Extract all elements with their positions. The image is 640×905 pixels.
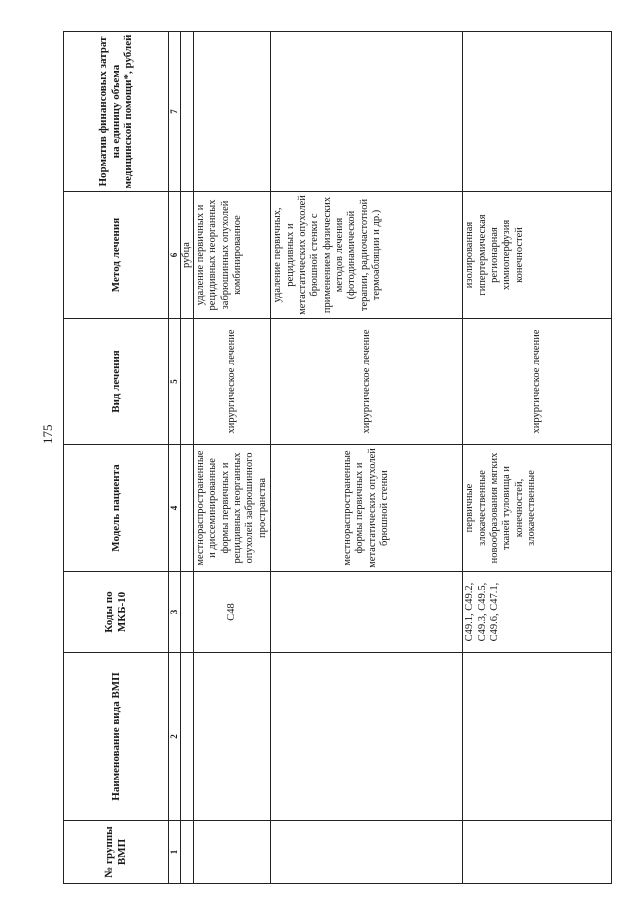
empty-cell xyxy=(180,319,193,445)
header-icd-codes: Коды по МКБ-10 xyxy=(64,572,169,653)
group-number-cell xyxy=(271,821,463,884)
empty-cell xyxy=(180,572,193,653)
vmp-name-cell xyxy=(463,653,612,821)
vmp-name-cell xyxy=(271,653,463,821)
header-treatment-method: Метод лечения xyxy=(64,192,169,319)
empty-cell xyxy=(180,653,193,821)
treatment-type-cell: хирургическое лечение xyxy=(193,319,270,445)
patient-model-cell: местнораспространенные и диссеминированные формы первичных и рецидивных неорганных опухолей забрюшинного пространства xyxy=(193,445,270,572)
table-row xyxy=(463,32,612,884)
header-treatment-type: Вид лечения xyxy=(64,319,169,445)
continuation-text: рубца xyxy=(180,192,193,319)
vmp-name-cell xyxy=(193,653,270,821)
cost-norm-cell xyxy=(463,32,612,192)
page-number: 175 xyxy=(40,424,55,444)
column-number: 1 xyxy=(169,821,181,884)
icd-code-cell xyxy=(271,572,463,653)
icd-code-cell: C48 xyxy=(193,572,270,653)
group-number-cell xyxy=(193,821,270,884)
cost-norm-cell xyxy=(271,32,463,192)
column-number: 6 xyxy=(169,192,181,319)
empty-cell xyxy=(180,445,193,572)
patient-model-cell: первичные злокачественные новообразования мягких тканей туловища и конечностей, злокачественные xyxy=(463,445,612,572)
table-row xyxy=(271,32,463,884)
column-number-row xyxy=(169,32,181,884)
continuation-row xyxy=(180,32,193,884)
cost-norm-cell xyxy=(193,32,270,192)
rotated-page-content xyxy=(63,32,601,884)
header-row xyxy=(64,32,169,884)
group-number-cell xyxy=(463,821,612,884)
column-number: 3 xyxy=(169,572,181,653)
empty-cell xyxy=(180,821,193,884)
column-number: 4 xyxy=(169,445,181,572)
column-number: 7 xyxy=(169,32,181,192)
header-cost-norm: Норматив финансовых затрат на единицу объема медицинской помощи*, рублей xyxy=(64,32,169,192)
header-group-number: № группы ВМП xyxy=(64,821,169,884)
patient-model-cell: местнораспространенные формы первичных и метастатических опухолей брюшной стенки xyxy=(271,445,463,572)
treatment-method-cell: удаление первичных, рецидивных и метастатических опухолей брюшной стенки с применением физических методов лечения (фотодинамической терапии, радиочастотной термоабляции и др.) xyxy=(271,192,463,319)
table-row xyxy=(193,32,270,884)
treatment-method-cell: удаление первичных и рецидивных неорганных забрюшинных опухолей комбинированное xyxy=(193,192,270,319)
treatment-type-cell: хирургическое лечение xyxy=(463,319,612,445)
treatment-method-cell: изолированная гипертермическая регионарная химиоперфузия конечностей xyxy=(463,192,612,319)
treatment-type-cell: хирургическое лечение xyxy=(271,319,463,445)
header-vmp-name: Наименование вида ВМП xyxy=(64,653,169,821)
empty-cell xyxy=(180,32,193,192)
vmp-table xyxy=(63,31,612,884)
icd-code-cell: C49.1, C49.2, C49.3, C49.5, C49.6, C47.1, xyxy=(463,572,612,653)
column-number: 2 xyxy=(169,653,181,821)
column-number: 5 xyxy=(169,319,181,445)
header-patient-model: Модель пациента xyxy=(64,445,169,572)
